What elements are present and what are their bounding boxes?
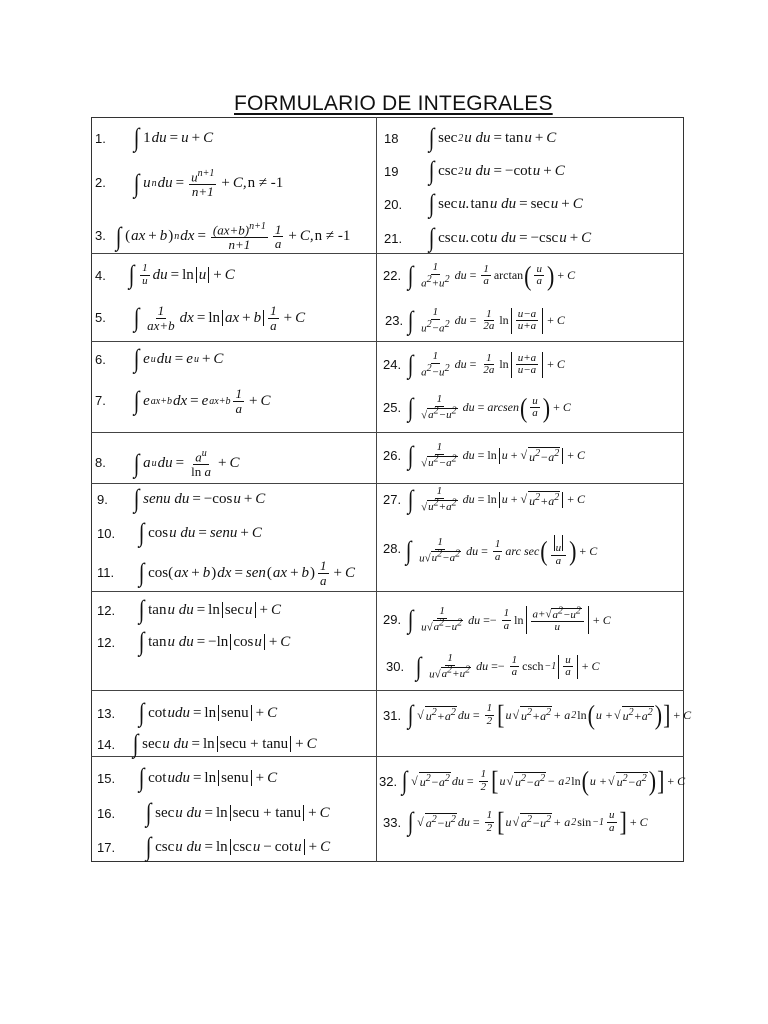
formula-expression: ∫ √ $a^2-u^2$ du = $\frac{1}{2}$ [ u √ $a^2-u^2$ + a 2 sin −1 $\frac{u}{a}$ ] + C xyxy=(407,805,648,837)
formula-expression: ∫ tan u du = ln sec u + C xyxy=(138,595,281,624)
formula-number: 21. xyxy=(384,231,403,246)
formula-number: 25. xyxy=(383,400,402,415)
formula-expression: ∫ e ax+b dx = e ax+b $\frac{1}{a}$ + C xyxy=(133,386,271,416)
formula-number: 9. xyxy=(97,492,108,507)
formula-expression: ∫ sec u du = ln secu + tanu + C xyxy=(132,729,317,758)
formula-number: 17. xyxy=(97,840,116,855)
section-divider xyxy=(91,690,684,691)
formula-expression: ∫ $\frac{1}{a^2+u^2}$ du = $\frac{1}{a}$ arctan ( $\frac{u}{a}$ ) + C xyxy=(407,259,576,291)
section-divider xyxy=(91,591,684,592)
formula-number: 32. xyxy=(379,774,398,789)
column-divider xyxy=(376,117,377,862)
section-divider xyxy=(91,432,684,433)
formula-expression: ∫ tan u du = −ln cos u + C xyxy=(138,627,291,656)
formula-expression: ∫ sec u du = ln secu + tanu + C xyxy=(145,798,330,827)
formula-expression: ∫ $\frac{1}{√u^2-a^2}$ du = ln u + √ $u^2-a^2$ + C xyxy=(407,440,586,470)
condition-text: n ≠ -1 xyxy=(314,228,351,245)
formula-number: 33. xyxy=(383,815,402,830)
condition-text: n ≠ -1 xyxy=(247,175,284,192)
formula-expression: ∫ e u du = e u + C xyxy=(133,344,224,373)
formula-number: 7. xyxy=(95,393,106,408)
formula-number: 10. xyxy=(97,526,116,541)
formula-expression: ∫ csc u. cot u du = −csc u + C xyxy=(428,223,592,252)
formula-number: 20. xyxy=(384,197,403,212)
formula-expression: ∫ u n du = $\frac{u^{n+1}}{n+1}$ + C, n ≠ -1 xyxy=(133,168,284,199)
formula-number: 11. xyxy=(97,565,115,580)
formula-number: 27. xyxy=(383,492,402,507)
formula-expression: ∫ senu du = −cos u + C xyxy=(133,484,266,513)
formula-number: 16. xyxy=(97,806,116,821)
formula-expression: ∫ $\frac{1}{√u^2+a^2}$ du = ln u + √ $u^2+a^2$ + C xyxy=(407,484,586,514)
formula-number: 29. xyxy=(383,612,402,627)
formula-number: 3. xyxy=(95,228,106,243)
formula-number: 24. xyxy=(383,357,402,372)
formula-number: 4. xyxy=(95,268,106,283)
formula-expression: ∫ $\frac{1}{u√u^2-a^2}$ du = $\frac{1}{a}$ arc sec ( $\frac{u}{a}$ ) + C xyxy=(405,534,598,567)
formula-number: 30. xyxy=(386,659,405,674)
formula-expression: ∫ cot udu = ln senu + C xyxy=(138,763,278,792)
formula-number: 22. xyxy=(383,268,402,283)
formula-number: 8. xyxy=(95,455,106,470)
formula-expression: ∫ 1 du = u + C xyxy=(133,123,214,152)
formula-number: 1. xyxy=(95,131,106,146)
formula-number: 13. xyxy=(97,706,116,721)
formula-number: 31. xyxy=(383,708,402,723)
formula-number: 15. xyxy=(97,771,116,786)
formula-number: 6. xyxy=(95,352,106,367)
formula-expression: ∫ $\frac{1}{u√a^2-u^2}$ du =− $\frac{1}{a}$ ln $\frac{a+√a^2-u^2}{u}$ + C xyxy=(407,605,611,634)
formula-number: 19 xyxy=(384,164,399,179)
formula-expression: ∫ √ $u^2-a^2$ du = $\frac{1}{2}$ [ u √ $u^2-a^2$ − a 2 ln ( u + √ $u^2-a^2$ ) ] + C xyxy=(401,764,686,796)
formula-expression: ∫ √ $u^2+a^2$ du = $\frac{1}{2}$ [ u √ $u^2+a^2$ + a 2 ln ( u + √ $u^2+a^2$ ) ] + C xyxy=(407,698,692,730)
formula-number: 23. xyxy=(385,313,404,328)
formula-number: 5. xyxy=(95,310,106,325)
formula-number: 28. xyxy=(383,541,402,556)
formula-number: 26. xyxy=(383,448,402,463)
formula-number: 18 xyxy=(384,131,399,146)
formula-expression: ∫ $\frac{1}{u^2-a^2}$ du = $\frac{1}{2a}$ ln $\frac{u-a}{u+a}$ + C xyxy=(407,305,565,335)
formula-expression: ∫ cot udu = ln senu + C xyxy=(138,698,278,727)
formula-expression: ∫ a u du = $\frac{a^u}{\text{ln a}}$ + C xyxy=(133,448,240,479)
formula-expression: ∫ $\frac{1}{√a^2-u^2}$ du = arcsen ( $\frac{u}{a}$ ) + C xyxy=(407,391,571,423)
formula-expression: ∫ sec 2 u du = tan u + C xyxy=(428,123,557,152)
page-title: FORMULARIO DE INTEGRALES xyxy=(234,92,553,115)
formula-expression: ∫ cos u du = senu + C xyxy=(138,518,262,547)
formula-number: 12. xyxy=(97,635,116,650)
section-divider xyxy=(91,483,684,484)
section-divider xyxy=(91,253,684,254)
formula-expression: ∫ $\frac{1}{u√a^2+u^2}$ du =− $\frac{1}{a}$ csch −1 $\frac{u}{a}$ + C xyxy=(415,651,600,681)
formula-expression: ∫ csc u du = ln csc u − cot u + C xyxy=(145,832,331,861)
formula-expression: ∫ $\frac{1}{u}$ du = ln u + C xyxy=(128,260,235,289)
formula-number: 2. xyxy=(95,175,106,190)
section-divider xyxy=(91,341,684,342)
formula-number: 12. xyxy=(97,603,116,618)
formula-expression: ∫ csc 2 u du = −cot u + C xyxy=(428,156,565,185)
formula-expression: ∫ $\frac{1}{ax+b}$ dx = ln ax + b $\frac{1}{a}$ + C xyxy=(133,303,306,333)
formula-number: 14. xyxy=(97,737,116,752)
formula-expression: ∫ $\frac{1}{a^2-u^2}$ du = $\frac{1}{2a}$ ln $\frac{u+a}{u-a}$ + C xyxy=(407,349,565,379)
formula-expression: ∫ sec u. tan u du = sec u + C xyxy=(428,189,583,218)
formula-expression: ∫ ( ax + b ) n dx = $\frac{(ax+b)^{n+1}}{n+1}$ $\frac{1}{a}$ + C, n ≠ -1 xyxy=(115,221,351,252)
formula-expression: ∫ cos( ax + b ) dx = sen ( ax + b ) $\frac{1}{a}$ + C xyxy=(138,558,356,588)
